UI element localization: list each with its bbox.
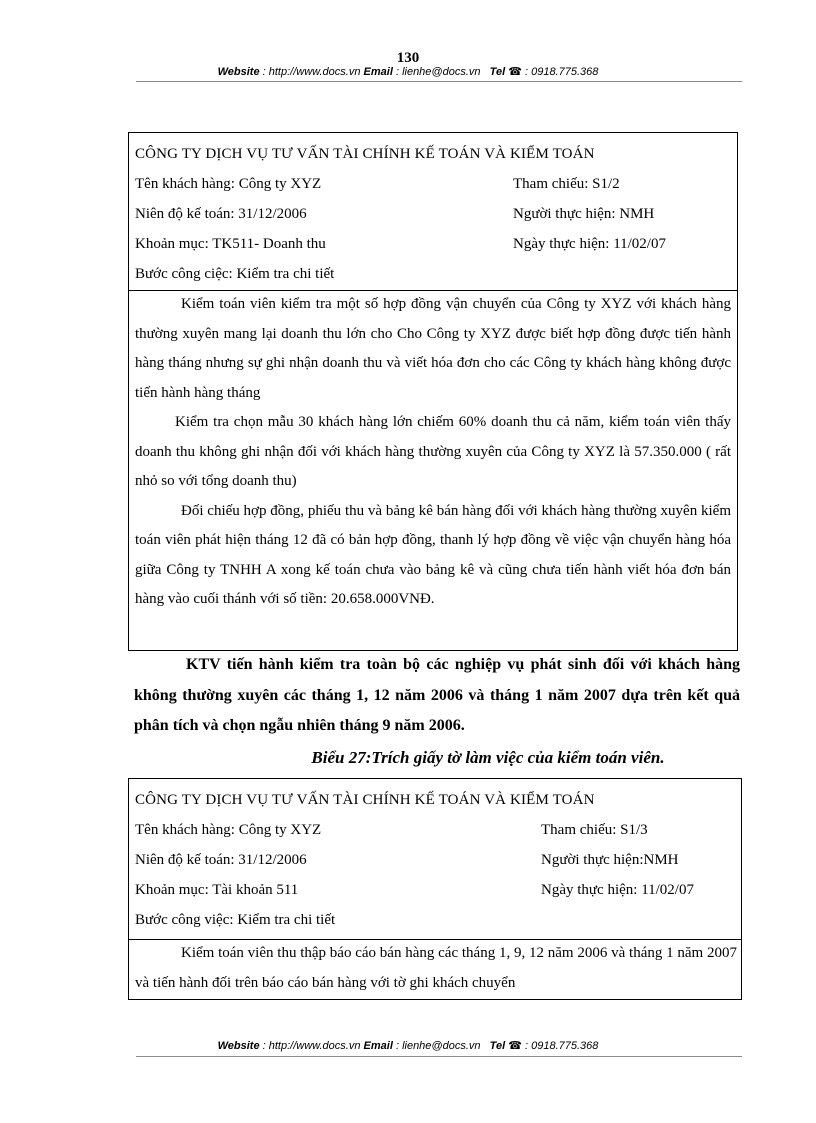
- body-paragraph: Kiểm toán viên thu thập báo cáo bán hàng các tháng 1, 9, 12 năm 2006 và tháng 1 năm 2007 và tiến hành đối trên báo cáo bán hàng với tờ ghi khách chuyển: [135, 945, 737, 991]
- info-row: [135, 199, 737, 229]
- working-paper-box-s1-3: [128, 778, 742, 1000]
- working-paper-header: [129, 133, 737, 289]
- info-row: [135, 169, 737, 199]
- client-name: Tên khách hàng: Công ty XYZ: [135, 822, 322, 838]
- info-row: [135, 815, 741, 845]
- website-link[interactable]: http://www.docs.vn: [268, 1040, 361, 1052]
- header-contact-bar: Website : http://www.docs.vn Email : lienhe@docs.vn Tel ☎ : 0918.775.368: [217, 66, 599, 78]
- email-label: Email: [363, 1040, 393, 1052]
- info-row: [135, 905, 741, 935]
- info-row: [135, 259, 737, 289]
- info-row: [135, 229, 737, 259]
- client-name: Tên khách hàng: Công ty XYZ: [135, 176, 322, 192]
- work-step: Bước công việc: Kiểm tra chi tiết: [135, 912, 336, 928]
- working-paper-box-s1-2: [128, 132, 738, 651]
- performer: Người thực hiện: NMH: [513, 206, 655, 222]
- header-rule: [136, 81, 742, 82]
- account-item: Khoản mục: Tài khoản 511: [135, 882, 299, 898]
- working-paper-header: [129, 779, 741, 935]
- body-paragraph: Kiểm toán viên kiểm tra một số hợp đồng vận chuyển của Công ty XYZ với khách hàng thường xuyên mang lại doanh thu lớn cho Cho Công ty XYZ được biết hợp đồng được tiến hành hàng tháng nhưng sự ghi nhận doanh thu và viết hóa đơn cho các Công ty khách hàng không được tiến hành hàng tháng: [135, 296, 731, 401]
- company-name: CÔNG TY DỊCH VỤ TƯ VẤN TÀI CHÍNH KẾ TOÁN VÀ KIỂM TOÁN: [135, 792, 595, 808]
- tel-value: 0918.775.368: [531, 1040, 599, 1052]
- performed-date: Ngày thực hiện: 11/02/07: [541, 882, 694, 898]
- fiscal-year: Niên độ kế toán: 31/12/2006: [135, 852, 307, 868]
- reference-code: Tham chiếu: S1/2: [513, 176, 620, 192]
- website-link[interactable]: http://www.docs.vn: [268, 66, 361, 78]
- email-link[interactable]: lienhe@docs.vn: [402, 66, 481, 78]
- tel-label: Tel: [489, 66, 506, 78]
- website-label: Website: [217, 1040, 260, 1052]
- main-paragraph: [134, 650, 740, 742]
- email-link[interactable]: lienhe@docs.vn: [402, 1040, 481, 1052]
- tel-label: Tel: [489, 1040, 506, 1052]
- figure-caption: Biểu 27:Trích giấy tờ làm việc của kiểm toán viên.: [311, 748, 665, 767]
- fiscal-year: Niên độ kế toán: 31/12/2006: [135, 206, 307, 222]
- working-paper-body: [135, 939, 737, 998]
- working-paper-body: [135, 290, 731, 615]
- account-item: Khoản mục: TK511- Doanh thu: [135, 236, 326, 252]
- main-paragraph-text: KTV tiến hành kiểm tra toàn bộ các nghiệp vụ phát sinh đối với khách hàng không thường xuyên các tháng 1, 12 năm 2006 và tháng 1 năm 2007 dựa trên kết quả phân tích và chọn ngẫu nhiên tháng 9 năm 2006.: [134, 656, 740, 734]
- work-step: Bước công ciệc: Kiểm tra chi tiết: [135, 266, 335, 282]
- info-row: [135, 845, 741, 875]
- footer-rule: [136, 1056, 742, 1057]
- phone-icon: ☎: [508, 66, 522, 78]
- tel-value: 0918.775.368: [531, 66, 599, 78]
- body-paragraph: Đối chiếu hợp đồng, phiếu thu và bảng kê bán hàng đối với khách hàng thường xuyên kiểm toán viên phát hiện tháng 12 đã có bản hợp đồng, thanh lý hợp đồng về việc vận chuyển hàng hóa giữa Công ty TNHH A xong kế toán chưa vào bảng kê và cũng chưa tiến hành viết hóa đơn bán hàng vào cuối thánh với số tiền: 20.658.000VNĐ.: [135, 502, 731, 607]
- website-label: Website: [217, 66, 260, 78]
- page-number: 130: [396, 50, 420, 66]
- performer: Người thực hiện:NMH: [541, 852, 679, 868]
- company-name: CÔNG TY DỊCH VỤ TƯ VẤN TÀI CHÍNH KẾ TOÁN VÀ KIỂM TOÁN: [135, 146, 595, 162]
- phone-icon: ☎: [508, 1040, 522, 1052]
- reference-code: Tham chiếu: S1/3: [541, 822, 648, 838]
- email-label: Email: [363, 66, 393, 78]
- body-paragraph: Kiểm tra chọn mẫu 30 khách hàng lớn chiếm 60% doanh thu cả năm, kiểm toán viên thấy doanh thu không ghi nhận đối với khách hàng thường xuyên của Công ty XYZ là 57.350.000 ( rất nhỏ so với tổng doanh thu): [135, 414, 731, 489]
- performed-date: Ngày thực hiện: 11/02/07: [513, 236, 666, 252]
- footer-contact-bar: Website : http://www.docs.vn Email : lienhe@docs.vn Tel ☎ : 0918.775.368: [217, 1040, 599, 1052]
- info-row: [135, 875, 741, 905]
